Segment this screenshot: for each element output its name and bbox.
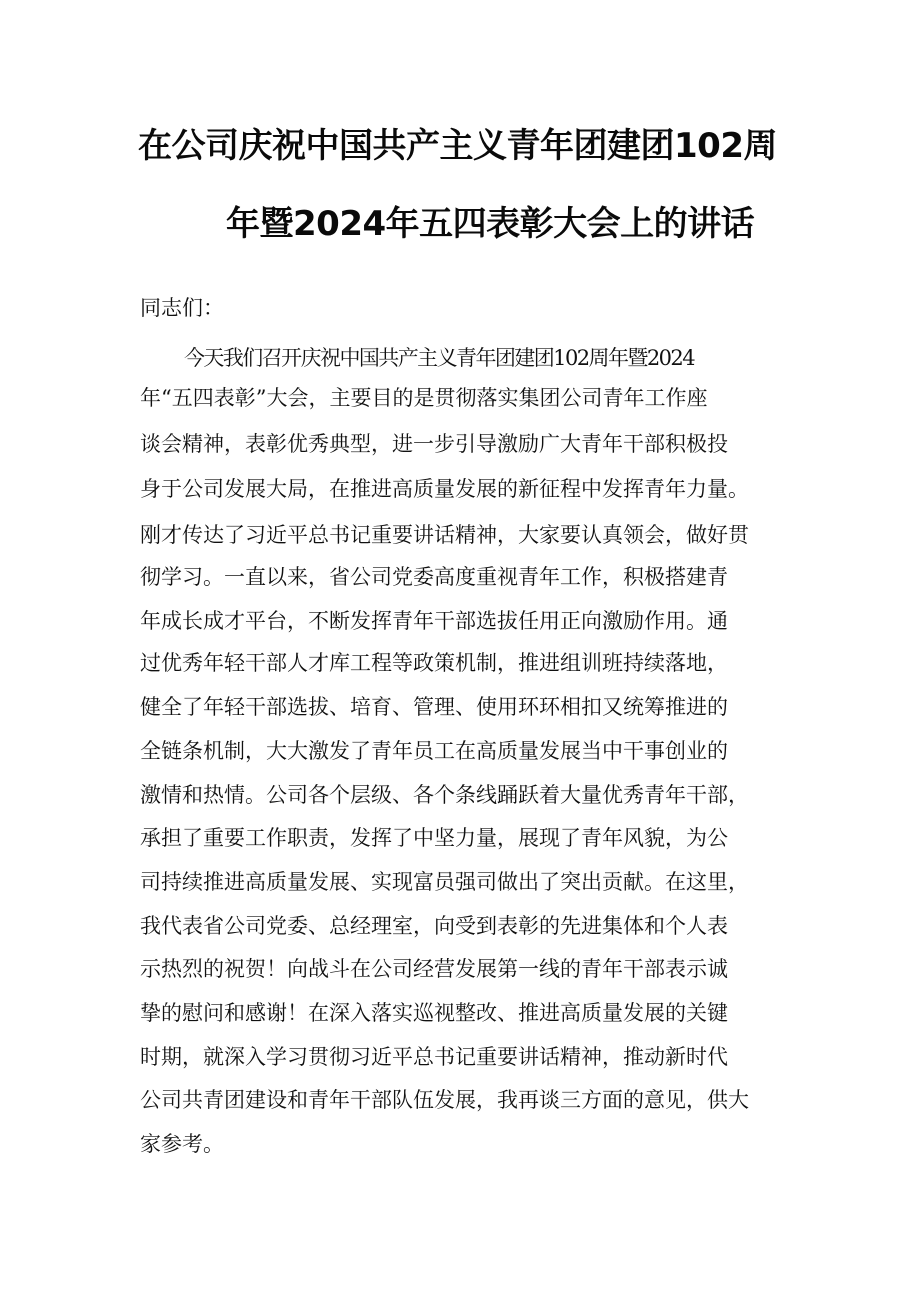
document-title-line-2: 年暨2024年五四表彰大会上的讲话: [226, 204, 755, 244]
body-line: 我代表省公司党委、总经理室，向受到表彰的先进集体和个人表: [140, 914, 728, 938]
body-line: 身于公司发展大局，在推进高质量发展的新征程中发挥青年力量。: [140, 477, 749, 501]
body-line: 谈会精神，表彰优秀典型，进一步引导激励广大青年干部积极投: [140, 432, 728, 456]
body-line: 承担了重要工作职责，发挥了中坚力量，展现了青年风貌，为公: [140, 826, 728, 850]
body-line: 年“五四表彰”大会，主要目的是贯彻落实集团公司青年工作座: [140, 386, 708, 410]
document-title-line-1: 在公司庆祝中国共产主义青年团建团102周: [138, 126, 777, 166]
body-line: 今天我们召开庆祝中国共产主义青年团建团102周年暨2024: [184, 346, 694, 370]
body-line: 激情和热情。公司各个层级、各个条线踊跃着大量优秀青年干部，: [140, 783, 749, 807]
body-line: 公司共青团建设和青年干部队伍发展，我再谈三方面的意见，供大: [140, 1088, 749, 1112]
body-line: 挚的慰问和感谢！在深入落实巡视整改、推进高质量发展的关键: [140, 1001, 728, 1025]
body-line: 刚才传达了习近平总书记重要讲话精神，大家要认真领会，做好贯: [140, 523, 749, 547]
body-line: 彻学习。一直以来，省公司党委高度重视青年工作，积极搭建青: [140, 565, 728, 589]
body-line: 家参考。: [140, 1132, 224, 1156]
body-line: 健全了年轻干部选拔、培育、管理、使用环环相扣又统筹推进的: [140, 695, 728, 719]
body-line: 司持续推进高质量发展、实现富员强司做出了突出贡献。在这里，: [140, 870, 749, 894]
salutation: 同志们：: [140, 296, 224, 320]
body-line: 年成长成才平台，不断发挥青年干部选拔任用正向激励作用。通: [140, 609, 728, 633]
body-line: 过优秀年轻干部人才库工程等政策机制，推进组训班持续落地，: [140, 651, 728, 675]
body-line: 示热烈的祝贺！向战斗在公司经营发展第一线的青年干部表示诚: [140, 957, 728, 981]
body-line: 全链条机制，大大激发了青年员工在高质量发展当中干事创业的: [140, 739, 728, 763]
body-line: 时期，就深入学习贯彻习近平总书记重要讲话精神，推动新时代: [140, 1045, 728, 1069]
